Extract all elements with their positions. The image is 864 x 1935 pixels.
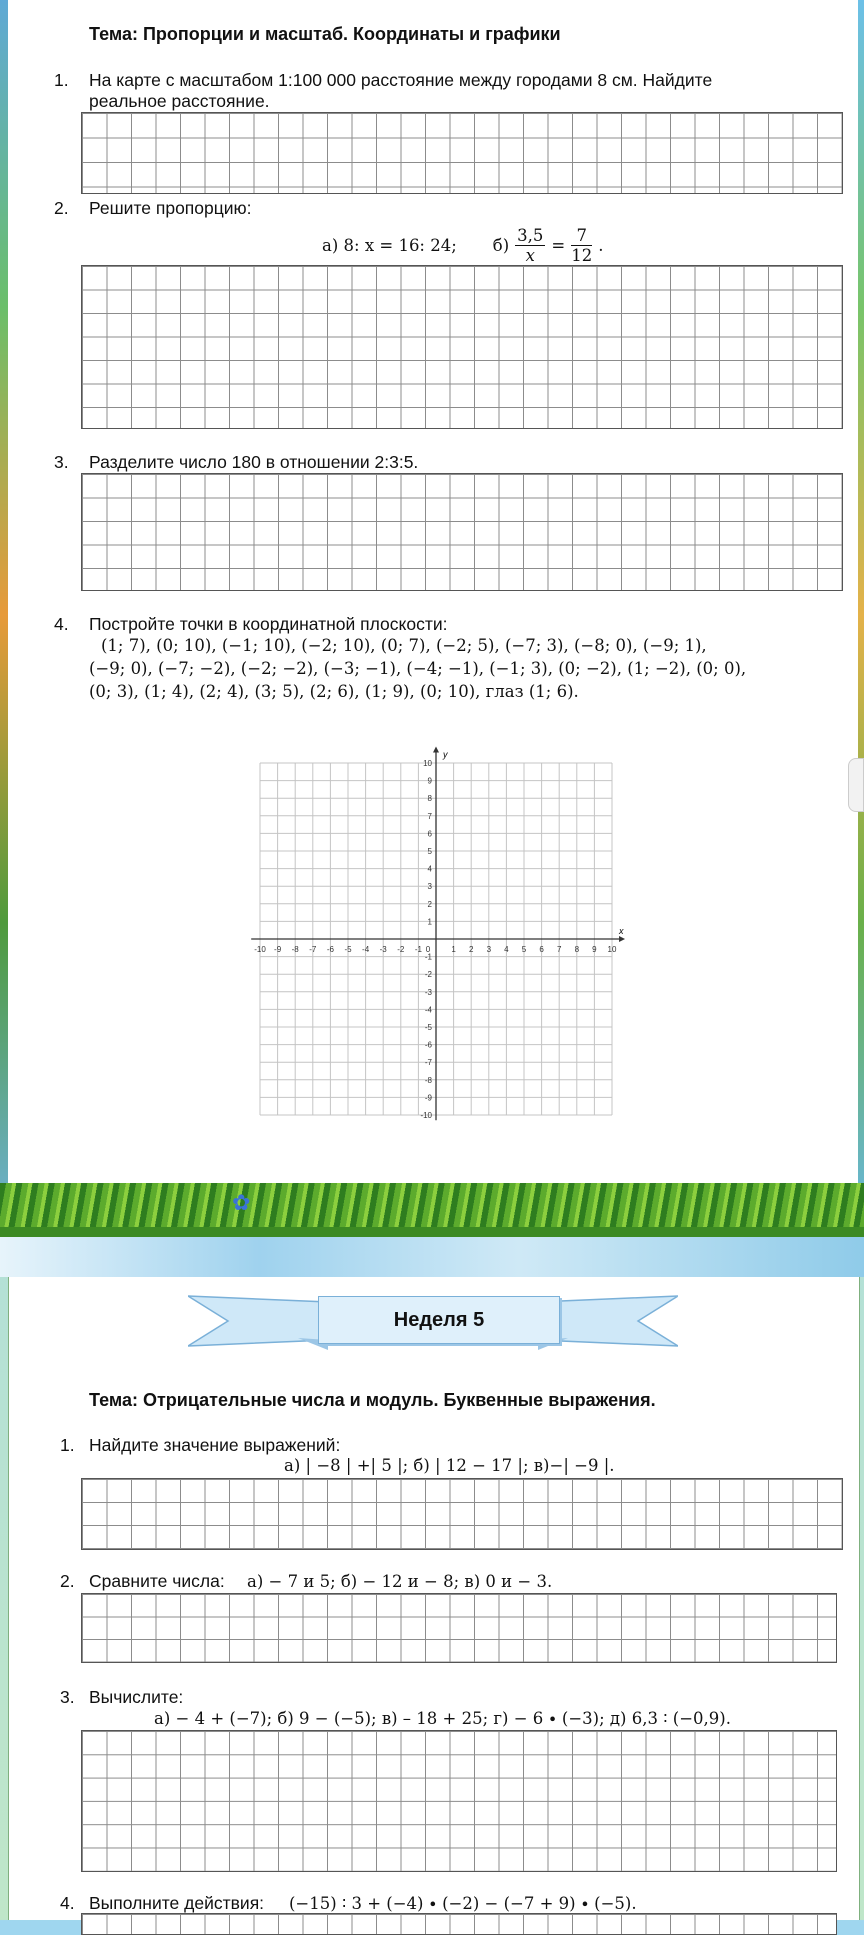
task-number: 2. — [60, 1571, 75, 1591]
y-tick-label: -5 — [424, 1023, 432, 1032]
answer-grid[interactable] — [81, 112, 843, 194]
x-tick-label: -6 — [326, 945, 334, 954]
y-tick-label: 5 — [427, 847, 432, 856]
expression: а) | −8 | +| 5 |; б) | 12 − 17 |; в)−| −9 |. — [284, 1456, 615, 1475]
task-number: 1. — [60, 1435, 75, 1455]
task-number: 3. — [54, 452, 69, 472]
y-tick-label: 4 — [427, 864, 432, 874]
x-tick-label: 5 — [521, 945, 527, 954]
y-tick-label: -6 — [424, 1040, 432, 1050]
y-tick-label: 10 — [423, 759, 432, 768]
x-tick-label: -1 — [414, 945, 422, 954]
fraction: $\frac{3,5}{x}$ — [517, 226, 544, 265]
x-tick-label: -5 — [344, 945, 352, 954]
expression: а) − 4 + (−7); б) 9 − (−5); в) – 18 + 25; г) − 6 ∙ (−3); д) 6,3 ∶ (−0,9). — [154, 1709, 731, 1728]
x-axis-label: x — [619, 926, 624, 936]
answer-grid[interactable] — [81, 1730, 837, 1872]
task-text: Разделите число 180 в отношении 2:3:5. — [89, 452, 419, 472]
x-axis-arrow-icon — [619, 936, 625, 942]
x-tick-label: 2 — [468, 945, 474, 954]
task-text: На карте с масштабом 1:100 000 расстояние между городами 8 см. Найдите — [89, 70, 713, 90]
week-banner-title: Неделя 5 — [318, 1296, 560, 1344]
fraction: $\frac{7}{12}$ — [571, 226, 593, 265]
points-list: (0; 3), (1; 4), (2; 4), (3; 5), (2; 6), (1; 9), (0; 10), глаз (1; 6). — [89, 682, 579, 701]
x-tick-label: -9 — [274, 945, 282, 954]
topic-title: Тема: Пропорции и масштаб. Координаты и графики — [89, 24, 561, 44]
x-tick-label: 9 — [592, 945, 597, 954]
task-text: Решите пропорцию: — [89, 198, 252, 218]
task-number: 4. — [60, 1893, 75, 1913]
y-tick-label: -8 — [424, 1075, 432, 1085]
answer-grid[interactable] — [81, 1913, 837, 1935]
y-tick-label: -7 — [424, 1058, 432, 1068]
answer-grid[interactable] — [81, 1478, 843, 1550]
x-tick-label: 10 — [607, 945, 617, 954]
y-tick-label: -9 — [424, 1093, 432, 1103]
y-tick-label: 1 — [427, 917, 432, 927]
x-tick-label: 8 — [574, 945, 580, 954]
expression: (−15) ∶ 3 + (−4) ∙ (−2) − (−7 + 9) ∙ (−5). — [289, 1894, 637, 1913]
task-number: 3. — [60, 1687, 75, 1707]
expression: а) − 7 и 5; б) − 12 и − 8; в) 0 и − 3. — [247, 1572, 553, 1591]
coordinate-plane-svg — [248, 745, 628, 1125]
x-tick-label: 7 — [556, 945, 562, 954]
y-tick-label: -4 — [424, 1005, 432, 1015]
task-text: реальное расстояние. — [89, 91, 270, 111]
equals-sign: = — [551, 236, 566, 255]
x-tick-label: -3 — [379, 945, 387, 954]
part-b-label: б) — [492, 236, 510, 255]
y-tick-label: 6 — [427, 829, 432, 839]
y-axis-label: y — [443, 749, 448, 760]
answer-grid[interactable] — [81, 265, 843, 429]
x-tick-label: 6 — [539, 945, 544, 954]
answer-grid[interactable] — [81, 1593, 837, 1663]
side-handle[interactable] — [848, 758, 864, 812]
x-tick-label: -7 — [309, 945, 317, 954]
points-list: (1; 7), (0; 10), (−1; 10), (−2; 10), (0; 7), (−2; 5), (−7; 3), (−8; 0), (−9; 1), — [101, 636, 707, 655]
task-text: Найдите значение выражений: — [89, 1435, 341, 1455]
topic-title: Тема: Отрицательные числа и модуль. Буквенные выражения. — [89, 1390, 656, 1410]
x-tick-label: -10 — [254, 945, 266, 954]
task-number: 4. — [54, 614, 69, 634]
y-tick-label: -10 — [420, 1111, 432, 1120]
y-tick-label: -2 — [424, 970, 432, 980]
y-tick-label: 9 — [427, 776, 432, 786]
x-tick-label: -8 — [291, 945, 299, 954]
y-tick-label: -3 — [424, 987, 432, 997]
answer-grid[interactable] — [81, 473, 843, 591]
coordinate-plane[interactable] — [248, 745, 628, 1125]
proportion-equations — [322, 226, 604, 265]
period: . — [598, 236, 604, 255]
x-tick-label: -2 — [397, 945, 405, 954]
grass-decoration — [0, 1227, 864, 1237]
y-axis-arrow-icon — [433, 746, 439, 752]
x-tick-label: -4 — [362, 945, 370, 954]
page-separator — [0, 1237, 864, 1277]
x-tick-label: 4 — [504, 945, 509, 954]
grass-decoration — [0, 1183, 864, 1227]
y-tick-label: 2 — [427, 899, 432, 909]
flower-icon: ✿ — [232, 1190, 251, 1215]
y-tick-label: 7 — [427, 811, 432, 821]
background-left — [0, 0, 8, 1230]
task-text: Постройте точки в координатной плоскости: — [89, 614, 448, 634]
task-number: 2. — [54, 198, 69, 218]
y-tick-label: 8 — [427, 794, 432, 804]
x-tick-label: 3 — [486, 945, 492, 954]
y-tick-label: 3 — [427, 882, 432, 892]
task-text: Выполните действия: — [89, 1893, 265, 1913]
x-tick-label: 1 — [451, 945, 456, 954]
y-tick-label: -1 — [424, 952, 432, 962]
task-text: Сравните числа: — [89, 1571, 225, 1591]
x-tick-label: 0 — [425, 945, 431, 954]
part-a: а) 8: x = 16: 24; — [322, 236, 457, 255]
task-number: 1. — [54, 70, 69, 90]
task-text: Вычислите: — [89, 1687, 184, 1707]
points-list: (−9; 0), (−7; −2), (−2; −2), (−3; −1), (−4; −1), (−1; 3), (0; −2), (1; −2), (0; 0), — [89, 659, 747, 678]
